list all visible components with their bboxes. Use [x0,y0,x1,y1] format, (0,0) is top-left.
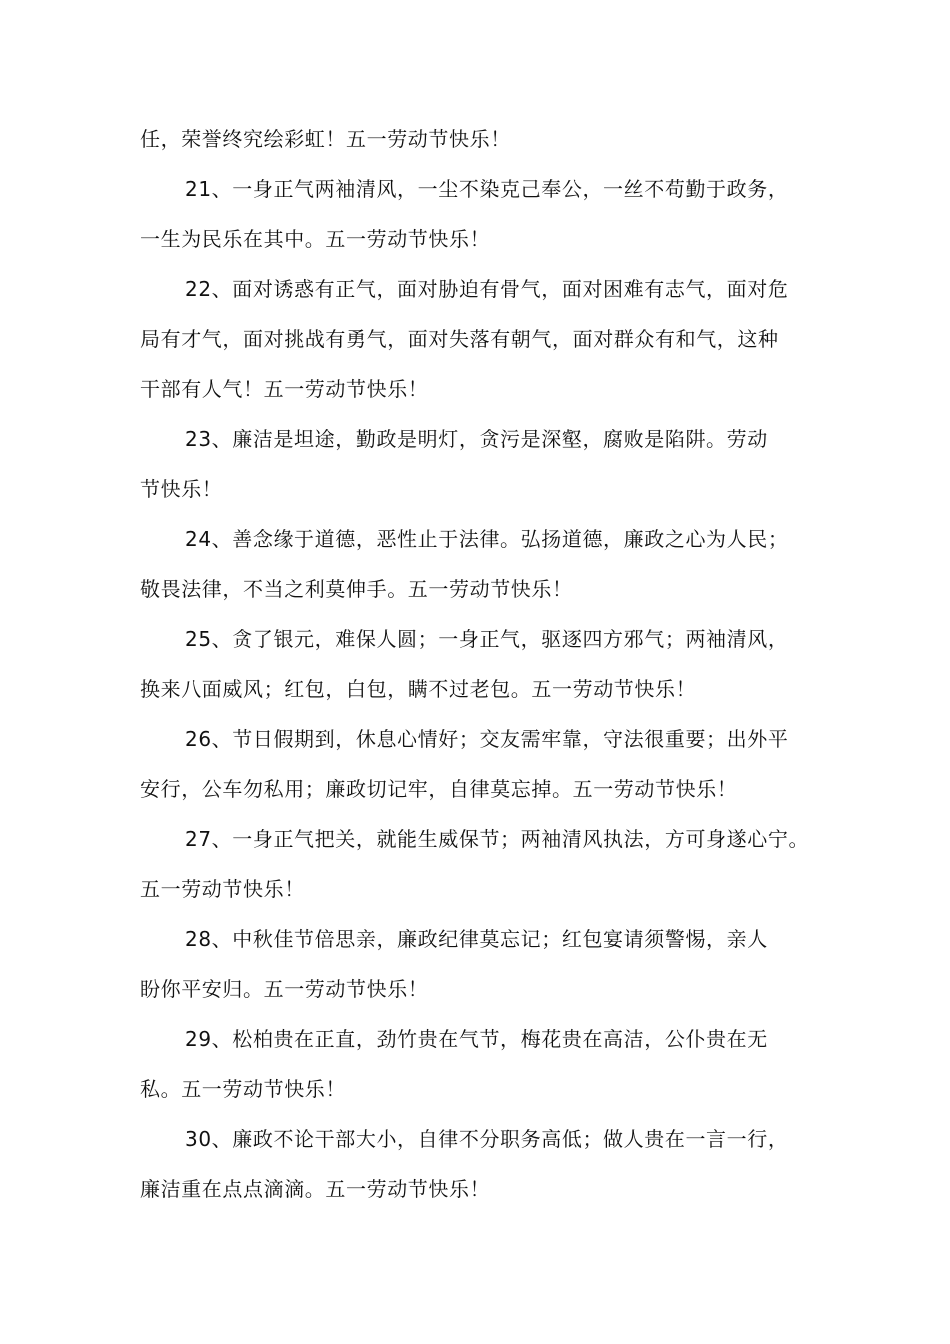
text-line: 廉洁重在点点滴滴。五一劳动节快乐！ [140,1177,491,1201]
text-line: 22、面对诱惑有正气，面对胁迫有骨气，面对困难有志气，面对危 [185,277,789,301]
text-line: 28、中秋佳节倍思亲，廉政纪律莫忘记；红包宴请须警惕，亲人 [185,927,768,951]
text-line: 安行，公车勿私用；廉政切记牢，自律莫忘掉。五一劳动节快乐！ [140,777,738,801]
text-line: 30、廉政不论干部大小，自律不分职务高低；做人贵在一言一行， [185,1127,789,1151]
text-line: 23、廉洁是坦途，勤政是明灯，贪污是深壑，腐败是陷阱。劳动 [185,427,768,451]
text-line: 敬畏法律，不当之利莫伸手。五一劳动节快乐！ [140,577,573,601]
text-line: 21、一身正气两袖清风，一尘不染克己奉公，一丝不苟勤于政务， [185,177,789,201]
text-line: 26、节日假期到，休息心情好；交友需牢靠，守法很重要；出外平 [185,727,789,751]
text-line: 25、贪了银元，难保人圆；一身正气，驱逐四方邪气；两袖清风， [185,627,789,651]
text-line: 盼你平安归。五一劳动节快乐！ [140,977,429,1001]
text-line: 29、松柏贵在正直，劲竹贵在气节，梅花贵在高洁，公仆贵在无 [185,1027,768,1051]
text-line: 27、一身正气把关，就能生威保节；两袖清风执法，方可身遂心宁。 [185,827,810,851]
text-line: 一生为民乐在其中。五一劳动节快乐！ [140,227,491,251]
text-line: 五一劳动节快乐！ [140,877,305,901]
document-body [140,114,830,1214]
text-line: 局有才气，面对挑战有勇气，面对失落有朝气，面对群众有和气，这种 [140,327,779,351]
text-line: 24、善念缘于道德，恶性止于法律。弘扬道德，廉政之心为人民； [185,527,789,551]
text-line: 干部有人气！五一劳动节快乐！ [140,377,429,401]
text-line: 私。五一劳动节快乐！ [140,1077,346,1101]
text-line: 任，荣誉终究绘彩虹！五一劳动节快乐！ [140,127,511,151]
text-line: 节快乐！ [140,477,223,501]
text-line: 换来八面威风；红包，白包，瞒不过老包。五一劳动节快乐！ [140,677,697,701]
